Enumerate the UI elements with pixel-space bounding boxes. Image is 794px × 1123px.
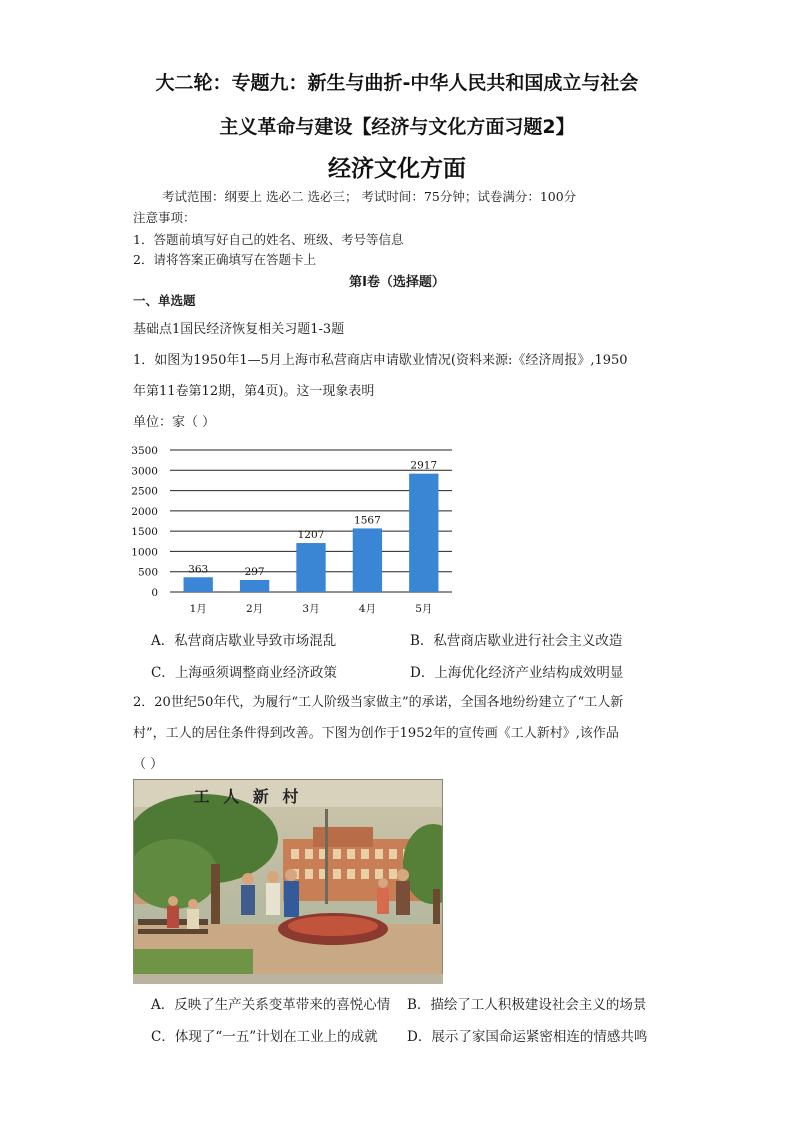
x-tick-label: 2月 [246,603,264,615]
y-tick-label: 3000 [131,465,158,478]
q2-stem-line1: 2．20世纪50年代，为履行“工人阶级当家做主”的承诺，全国各地纷纷建立了“工人新 [133,695,624,710]
q2-option-c[interactable]: C．体现了“一五”计划在工业上的成就 [151,1029,378,1045]
bar [296,543,325,592]
q2-option-d[interactable]: D．展示了家国命运紧密相连的情感共鸣 [407,1029,648,1045]
q1-option-a[interactable]: A．私营商店歇业导致市场混乱 [151,633,337,649]
data-label: 2917 [410,459,438,472]
q1-stem-line2: 年第11卷第12期，第4页)。这一现象表明 [133,384,375,399]
y-tick-label: 500 [137,566,158,579]
bar [353,528,382,592]
data-label: 363 [188,563,209,576]
volume-heading: 第I卷（选择题） [349,275,445,290]
section-heading: 一、单选题 [133,293,196,308]
x-tick-label: 4月 [358,603,376,615]
x-tick-label: 3月 [302,603,320,615]
y-tick-label: 1500 [131,526,158,539]
q2-option-b[interactable]: B．描绘了工人积极建设社会主义的场景 [407,997,647,1013]
exam-info: 考试范围：纲要上 选必二 选必三； 考试时间：75分钟；试卷满分：100分 [162,189,577,204]
y-tick-label: 2000 [131,505,158,518]
x-tick-label: 1月 [189,603,207,615]
exam-title-line1: 大二轮：专题九：新生与曲折-中华人民共和国成立与社会 [155,72,639,94]
q1-bar-chart [118,436,463,618]
poster-title: 工 人 新 村 [193,787,303,806]
note-1: 1．答题前填写好自己的姓名、班级、考号等信息 [133,232,404,247]
q1-option-b[interactable]: B．私营商店歇业进行社会主义改造 [410,633,623,649]
bar [240,580,269,592]
exam-title-line2: 主义革命与建设【经济与文化方面习题2】 [219,116,575,138]
q2-stem-line2: 村”，工人的居住条件得到改善。下图为创作于1952年的宣传画《工人新村》,该作品 [133,726,619,741]
q1-option-d[interactable]: D．上海优化经济产业结构成效明显 [410,665,624,681]
q2-stem-line3: （ ） [133,757,164,772]
q1-stem-line1: 1．如图为1950年1—5月上海市私营商店申请歇业情况(资料来源:《经济周报》,1950 [133,353,628,368]
data-label: 1567 [354,514,381,527]
data-label: 297 [244,565,265,578]
q1-option-c[interactable]: C．上海亟须调整商业经济政策 [151,665,337,681]
bar [184,577,213,592]
section-sub: 基础点1国民经济恢复相关习题1-3题 [133,322,345,337]
data-label: 1207 [297,529,325,542]
y-tick-label: 0 [151,587,158,599]
exam-subtitle: 经济文化方面 [328,156,466,182]
worker-village-poster [133,779,443,984]
x-tick-label: 5月 [415,603,433,615]
q2-option-a[interactable]: A．反映了生产关系变革带来的喜悦心情 [151,997,391,1013]
notes-heading: 注意事项： [133,210,196,225]
note-2: 2．请将答案正确填写在答题卡上 [133,252,316,267]
y-tick-label: 2500 [131,485,158,498]
q1-unit: 单位：家（ ） [133,415,216,430]
y-tick-label: 1000 [131,546,158,559]
y-tick-label: 3500 [131,445,158,457]
bar [409,474,438,592]
